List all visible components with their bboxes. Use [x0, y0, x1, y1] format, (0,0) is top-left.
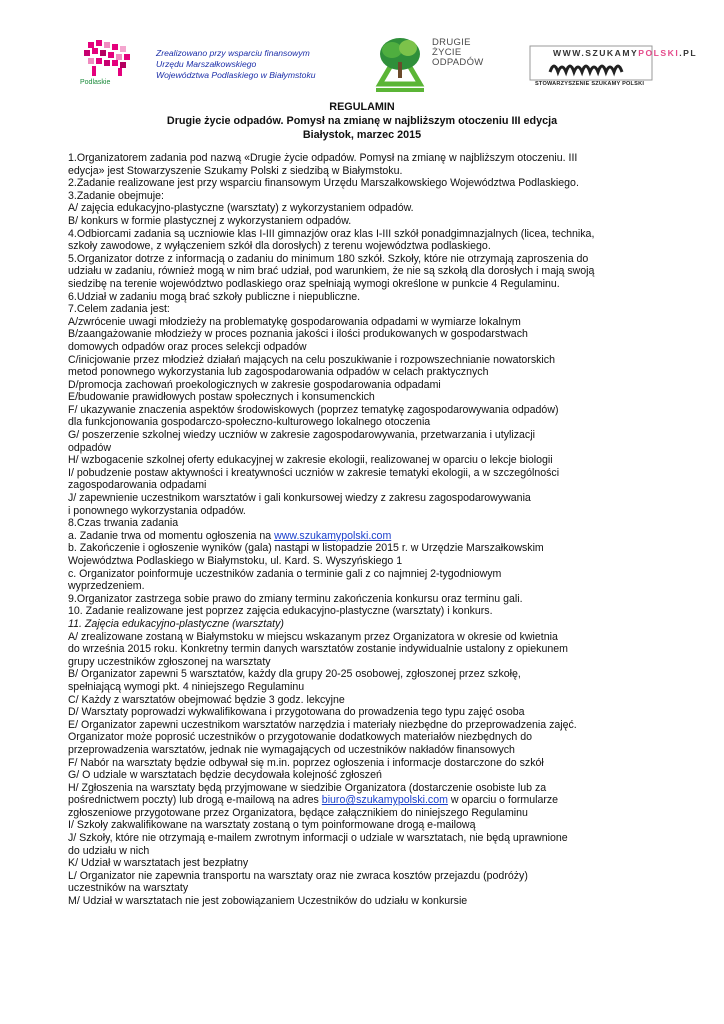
text-line: wyprzedzeniem. [68, 580, 145, 593]
text-line: L/ Organizator nie zapewnia transportu na warsztaty oraz nie zwraca kosztów przejazdu (podróży) [68, 869, 528, 882]
text-line: grupy uczestników zgłoszonej na warsztaty [68, 655, 271, 668]
title-line-1: REGULAMIN [329, 101, 395, 113]
url-prefix: WWW.SZUKAMY [553, 48, 639, 58]
url-suffix: .PL [679, 48, 698, 58]
text-line: 5.Organizator dotrze z informacją o zadaniu do minimum 180 szkół. Szkoły, które nie otrzymają zaproszenia do [68, 252, 589, 265]
email-line-prefix: pośrednictwem poczty) lub drogą e-mailową na adres [68, 794, 322, 807]
text-line: metod ponownego wykorzystania lub zagospodarowania odpadów w celach praktycznych [68, 366, 489, 379]
text-line: zagospodarowania odpadami [68, 479, 207, 492]
point-8a [68, 530, 668, 543]
email-line-suffix: w oparciu o formularze [447, 794, 559, 807]
text-line: dla funkcjonowania gospodarczo-społeczno-kulturowego lokalnego otoczenia [68, 416, 431, 429]
text-line: B/zaangażowanie młodzieży w proces poznania jakości i ilości produkowanych w gospodarstwach [68, 328, 528, 341]
text-line: Organizator może poprosić uczestników o przygotowanie dodatkowych materiałów niezbędnych do [68, 731, 533, 744]
logo-word: DRUGIE [432, 37, 471, 48]
url-accent: POLSKI [638, 48, 680, 58]
support-statement [156, 48, 316, 81]
podlaskie-label: Podlaskie [80, 79, 111, 86]
text-line: I/ Szkoły zakwalifikowane na warsztaty zostaną o tym poinformowane drogą e-mailową [68, 819, 476, 832]
szukamy-polski-caption: STOWARZYSZENIE SZUKAMY POLSKI [535, 81, 645, 87]
text-line: zgłoszeniowe przygotowane przez Organizatora, będące załącznikiem do niniejszego Regulaminu [68, 806, 528, 819]
title-line-2: Drugie życie odpadów. Pomysł na zmianę w najbliższym otoczeniu III edycja [166, 115, 558, 127]
text-line: E/budowanie prawidłowych postaw społecznych i konsumenckich [68, 391, 375, 404]
regulations-points-8b-10 [68, 542, 668, 618]
text-line: i ponownego wykorzystania odpadów. [68, 504, 246, 517]
szukamy-polski-url [553, 48, 697, 58]
text-line: 8.Czas trwania zadania [68, 517, 179, 530]
text-line: 1.Organizatorem zadania pod nazwą «Drugie życie odpadów. Pomysł na zmianę w najbliższym otoczeniu. III [68, 152, 578, 164]
text-line: C/ Każdy z warsztatów obejmować będzie 3 godz. lekcyjne [68, 693, 345, 706]
text-line: przeprowadzenia warsztatów, jednak nie wymagających od uczestników nakładów finansowych [68, 743, 515, 756]
regulations-section-11-end [68, 807, 668, 908]
text-line: J/ Szkoły, które nie otrzymają e-mailem zwrotnym informacji o udziale w warsztatach, nie będą uprawnione [68, 832, 568, 845]
email-link[interactable]: biuro@szukamypolski.com [321, 794, 448, 807]
text-line: A/zwrócenie uwagi młodzieży na problematykę gospodarowania odpadami w wymiarze lokalnym [68, 315, 521, 328]
text-line: J/ zapewnienie uczestnikom warsztatów i gali konkursowej wiedzy z zakresu zagospodarowywania [68, 492, 531, 505]
text-line: M/ Udział w warsztatach nie jest zobowiązaniem Uczestników do udziału w konkursie [68, 895, 468, 908]
text-line: H/ wzbogacenie szkolnej oferty edukacyjnej w zakresie ekologii, realizowanej w oparciu o lekcje biologii [68, 454, 553, 467]
text-line: domowych odpadów oraz proces selekcji odpadów [68, 340, 307, 353]
text-line: 4.Odbiorcami zadania są uczniowie klas I-III gimnazjów oraz klas I-III szkół ponadgimnazjalnych (licea, technika, [68, 227, 595, 240]
text-line: E/ Organizator zapewni uczestnikom warsztatów narzędzia i materiały niezbędne do przeprowadzenia zajęć. [68, 718, 577, 731]
document-title [0, 100, 724, 142]
text-line: F/ ukazywanie znaczenia aspektów środowiskowych (poprzez tematykę zagospodarowywania odpadów) [68, 403, 559, 416]
email-line [68, 794, 668, 807]
text-line: B/ Organizator zapewni 5 warsztatów, każdy dla grupy 20-25 osobowej, zgłoszonej przez szkołę, [68, 668, 521, 681]
regulations-section-11 [68, 631, 668, 795]
text-line: I/ pobudzenie postaw aktywności i kreatywności uczniów w zakresie tematyki ekologii, a w szczególności [68, 466, 560, 479]
text-line: G/ poszerzenie szkolnej wiedzy uczniów w zakresie zagospodarowywania, przetwarzania i utylizacji [68, 429, 535, 442]
website-link[interactable]: www.szukamypolski.com [274, 529, 392, 542]
text-line: siedzibę na terenie województwo podlaskiego oraz spełniają wymogi określone w punkcie 4 Regulaminu. [68, 277, 560, 290]
text-line: F/ Nabór na warsztaty będzie odbywał się m.in. poprzez ogłoszenia i informacje dostarczone do szkół [68, 756, 544, 769]
text-line: edycja» jest Stowarzyszenie Szukamy Polski z siedzibą w Białymstoku. [68, 164, 403, 177]
text-line: D/promocja zachowań proekologicznych w zakresie gospodarowania odpadami [68, 378, 441, 391]
text-line: udziału w zadaniu, również mogą w nim brać udział, pod warunkiem, że nie są szkołą dla dorosłych i mają swoją [68, 265, 595, 278]
text-line: A/ zajęcia edukacyjno-plastyczne (warsztaty) z wykorzystaniem odpadów. [68, 202, 414, 215]
text-line: 10. Zadanie realizowane jest poprzez zajęcia edukacyjno-plastyczne (warsztaty) i konkurs. [68, 605, 493, 618]
text-line: do udziału w nich [68, 844, 150, 857]
title-line-3: Białystok, marzec 2015 [302, 129, 422, 141]
text-line: b. Zakończenie i ogłoszenie wyników (gala) nastąpi w listopadzie 2015 r. w Urzędzie Marszałkowskim [68, 542, 544, 555]
text-line: szkoły zawodowe, z wyłączeniem szkół dla dorosłych) z terenu województwa podlaskiego. [68, 240, 491, 253]
text-line: do września 2015 roku. Konkretny termin danych warsztatów zostanie indywidualnie ustalony z opiekunem [68, 643, 568, 656]
text-line: Województwa Podlaskiego w Białymstoku, ul. Kard. S. Wyszyńskiego 1 [68, 555, 403, 567]
text-line: odpadów [68, 441, 112, 454]
text-line: B/ konkurs w formie plastycznej z wykorzystaniem odpadów. [68, 214, 352, 227]
text-line: 2.Zadanie realizowane jest przy wsparciu finansowym Urzędu Marszałkowskiego Województwa Podlaskiego. [68, 177, 579, 190]
section-11-heading: 11. Zajęcia edukacyjno-plastyczne (warsztaty) [68, 617, 284, 630]
text-line: c. Organizator poinformuje uczestników zadania o terminie gali z co najmniej 2-tygodniowym [68, 567, 502, 580]
text-line: spełniającą wymogi pkt. 4 niniejszego Regulaminu [68, 680, 305, 693]
support-line: Urzędu Marszałkowskiego [156, 59, 257, 69]
drugie-zycie-odpadow-wordmark [432, 38, 484, 68]
text-line: H/ Zgłoszenia na warsztaty będą przyjmowane w siedzibie Organizatora (dostarczenie osobiste lub za [68, 781, 547, 794]
support-line: Zrealizowano przy wsparciu finansowym [156, 48, 310, 58]
text-line: A/ zrealizowane zostaną w Białymstoku w miejscu wskazanym przez Organizatora w okresie od kwietnia [68, 630, 558, 643]
text-line: 6.Udział w zadaniu mogą brać szkoły publiczne i niepubliczne. [68, 290, 361, 303]
text-line: C/inicjowanie przez młodzież działań mających na celu poszukiwanie i rozpowszechnianie nowatorskich [68, 353, 555, 366]
text-line: 3.Zadanie obejmuje: [68, 189, 164, 202]
logo-word: ODPADÓW [432, 57, 484, 68]
text-line: G/ O udziale w warsztatach będzie decydowała kolejność zgłoszeń [68, 769, 382, 782]
point-8a-text: a. Zadanie trwa od momentu ogłoszenia na [68, 529, 275, 542]
text-line: 7.Celem zadania jest: [68, 303, 170, 316]
regulations-body [68, 152, 668, 908]
support-line: Województwa Podlaskiego w Białymstoku [156, 70, 316, 80]
logo-word: ŻYCIE [432, 47, 462, 58]
text-line: 9.Organizator zastrzega sobie prawo do zmiany terminu zakończenia konkursu oraz terminu gali. [68, 592, 523, 605]
header [0, 0, 724, 96]
regulations-points-1-8 [68, 152, 668, 530]
text-line: uczestników na warsztaty [68, 882, 189, 895]
text-line: K/ Udział w warsztatach jest bezpłatny [68, 857, 249, 870]
text-line: D/ Warsztaty poprowadzi wykwalifikowana i przygotowana do prowadzenia tego typu zajęć osoba [68, 706, 525, 719]
